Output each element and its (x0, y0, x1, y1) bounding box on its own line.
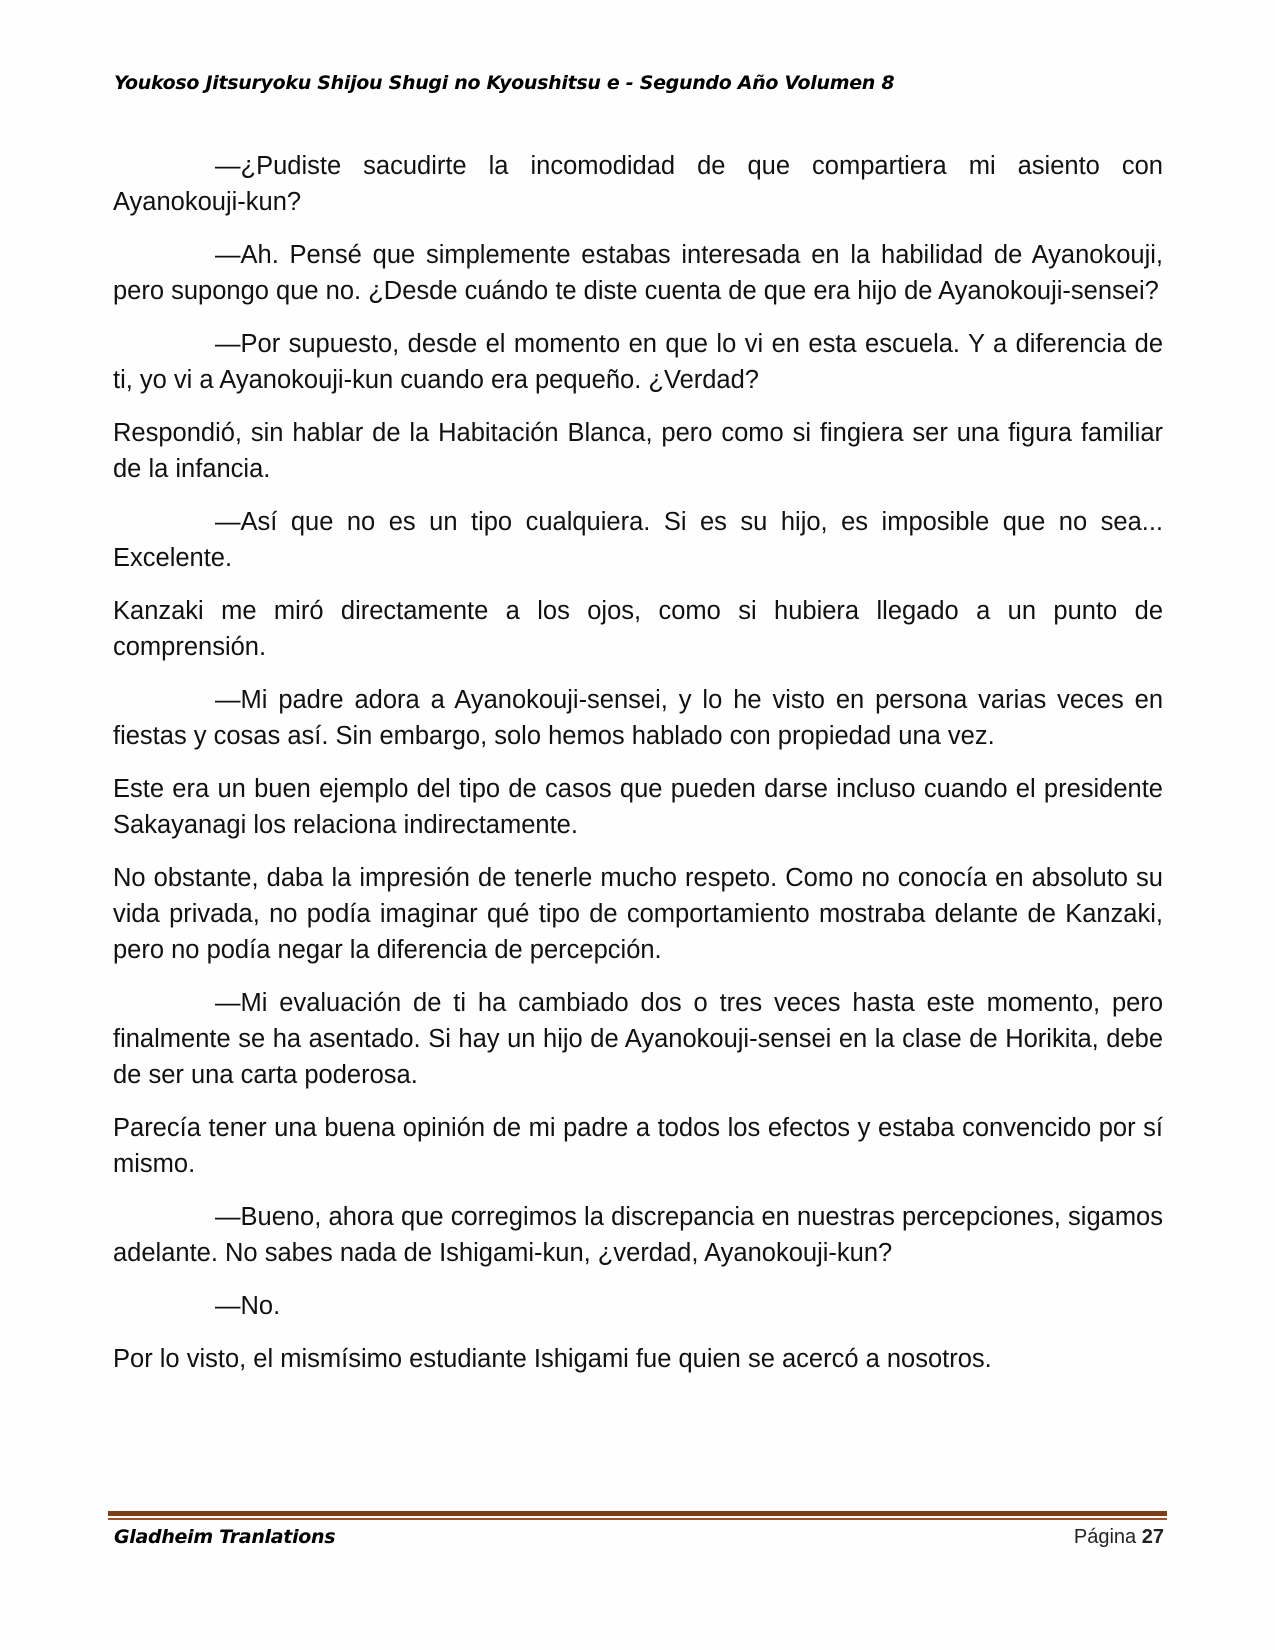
footer-divider-thin (108, 1518, 1167, 1520)
running-header-title: Youkoso Jitsuryoku Shijou Shugi no Kyoushitsu e - Segundo Año Volumen 8 (114, 72, 895, 94)
page-label: Página (1073, 1526, 1137, 1548)
footer-page-number (1074, 1526, 1164, 1549)
paragraph-narration: Este era un buen ejemplo del tipo de casos que pueden darse incluso cuando el presidente Sakayanagi los relaciona indirectamente. (113, 775, 1163, 839)
body-text (113, 148, 1163, 1394)
paragraph-dialog: —Mi padre adora a Ayanokouji-sensei, y lo he visto en persona varias veces en fiestas y cosas así. Sin embargo, solo hemos hablado con propiedad una vez. (113, 686, 1163, 750)
paragraph-narration: Parecía tener una buena opinión de mi padre a todos los efectos y estaba convencido por sí mismo. (113, 1114, 1163, 1178)
paragraph-narration: Por lo visto, el mismísimo estudiante Ishigami fue quien se acercó a nosotros. (113, 1345, 992, 1373)
paragraph-narration: No obstante, daba la impresión de tenerle mucho respeto. Como no conocía en absoluto su vida privada, no podía imaginar qué tipo de comportamiento mostraba delante de Kanzaki, pero no podía negar la diferencia de percepción. (113, 864, 1163, 964)
paragraph-dialog: —Por supuesto, desde el momento en que lo vi en esta escuela. Y a diferencia de ti, yo vi a Ayanokouji-kun cuando era pequeño. ¿Verdad? (113, 330, 1163, 394)
paragraph-dialog: —Así que no es un tipo cualquiera. Si es su hijo, es imposible que no sea... Excelente. (113, 508, 1163, 572)
page-number: 27 (1141, 1526, 1164, 1548)
paragraph-dialog: —Bueno, ahora que corregimos la discrepancia en nuestras percepciones, sigamos adelante. No sabes nada de Ishigami-kun, ¿verdad, Ayanokouji-kun? (113, 1203, 1163, 1267)
footer-publisher: Gladheim Tranlations (114, 1526, 336, 1548)
paragraph-dialog: —¿Pudiste sacudirte la incomodidad de que compartiera mi asiento con Ayanokouji-kun? (113, 152, 1163, 216)
paragraph-narration: Respondió, sin hablar de la Habitación Blanca, pero como si fingiera ser una figura familiar de la infancia. (113, 419, 1163, 483)
paragraph-dialog: —Ah. Pensé que simplemente estabas interesada en la habilidad de Ayanokouji, pero supongo que no. ¿Desde cuándo te diste cuenta de que era hijo de Ayanokouji-sensei? (113, 241, 1163, 305)
paragraph-narration: Kanzaki me miró directamente a los ojos, como si hubiera llegado a un punto de comprensión. (113, 597, 1163, 661)
paragraph-dialog: —Mi evaluación de ti ha cambiado dos o tres veces hasta este momento, pero finalmente se ha asentado. Si hay un hijo de Ayanokouji-sensei en la clase de Horikita, debe de ser una carta poderosa. (113, 989, 1163, 1089)
paragraph-dialog: —No. (215, 1292, 281, 1320)
footer-divider (108, 1511, 1167, 1516)
